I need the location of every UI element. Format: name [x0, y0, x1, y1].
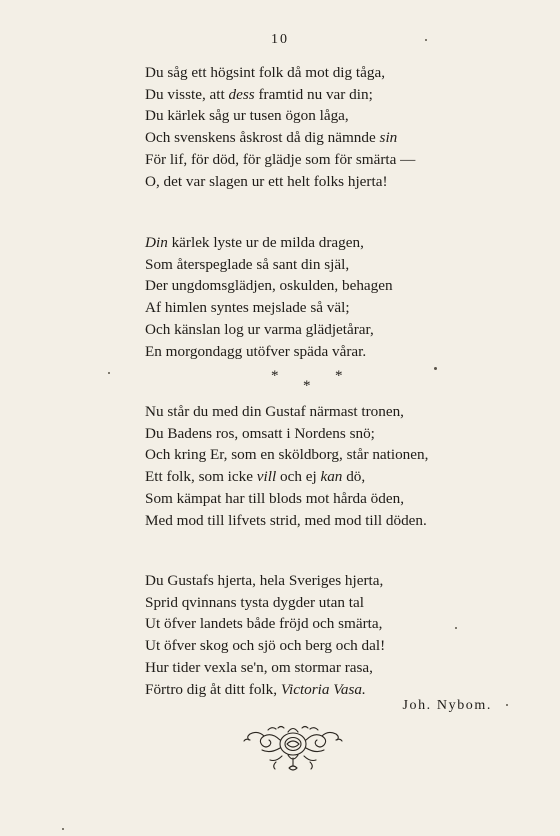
poem-line: [145, 171, 415, 193]
line-text: Du Gustafs hjerta, hela Sveriges hjerta,: [145, 572, 384, 589]
paper-speck: [455, 627, 457, 629]
asterism-divider: [255, 368, 365, 398]
emphasized-word: vill: [256, 468, 277, 486]
paper-speck: [108, 372, 110, 374]
line-text: kärlek lyste ur de milda dragen,: [167, 234, 364, 251]
emphasized-word: dess: [228, 85, 255, 103]
poem-line: [145, 105, 415, 127]
stanza: [145, 62, 415, 192]
stanza: [145, 232, 393, 362]
line-text: Ett folk, som icke: [145, 468, 257, 486]
poem-line: [145, 254, 393, 276]
line-text: framtid nu var din;: [254, 85, 373, 103]
paper-speck: [425, 39, 427, 41]
asterisk: *: [303, 378, 311, 394]
poem-line: [145, 127, 415, 149]
emphasized-word: Victoria Vasa.: [280, 680, 366, 698]
poem-line: [145, 319, 393, 341]
paper-speck: [506, 704, 508, 706]
poem-line: [145, 62, 415, 84]
line-text: Af himlen syntes mejslade så väl;: [145, 299, 350, 317]
stanza: [145, 570, 385, 700]
line-text: Och kring Er, som en sköldborg, står nationen,: [145, 446, 429, 464]
asterisk: *: [271, 368, 279, 384]
line-text: Der ungdomsglädjen, oskulden, behagen: [145, 277, 393, 295]
poem-line: [145, 149, 415, 171]
poem-line: [145, 232, 393, 254]
paper-speck: [62, 828, 64, 830]
line-text: Med mod till lifvets strid, med mod till döden.: [145, 511, 427, 529]
poem-line: [145, 488, 428, 510]
line-text: Förtro dig åt ditt folk,: [145, 680, 281, 698]
poem-line: [145, 510, 428, 532]
poem-line: [145, 297, 393, 319]
page-number: 10: [271, 32, 289, 47]
line-text: Och känslan log ur varma glädjetårar,: [145, 320, 374, 338]
line-text: Du såg ett högsint folk då mot dig tåga,: [145, 64, 386, 81]
line-text: Du Badens ros, omsatt i Nordens snö;: [145, 424, 375, 442]
poem-line: [145, 423, 428, 445]
line-text: Du kärlek såg ur tusen ögon låga,: [145, 107, 349, 125]
line-text: Nu står du med din Gustaf närmast tronen,: [145, 403, 404, 420]
line-text: Som kämpat har till blods mot hårda öden,: [145, 489, 404, 507]
poem-line: [145, 570, 385, 592]
poem-line: [145, 635, 385, 657]
poem-line: [145, 592, 385, 614]
emphasized-word: kan: [320, 468, 343, 486]
line-text: En morgondagg utöfver späda vårar.: [145, 342, 367, 360]
line-text: För lif, för död, för glädje som för smärta —: [145, 150, 416, 168]
author-signature: Joh. Nybom.: [402, 698, 492, 713]
line-text: O, det var slagen ur ett helt folks hjerta!: [145, 172, 388, 190]
line-text: och ej: [276, 468, 321, 486]
line-text: Sprid qvinnans tysta dygder utan tal: [145, 593, 364, 611]
line-text: Hur tider vexla se'n, om stormar rasa,: [145, 658, 373, 676]
line-text: dö,: [342, 468, 366, 486]
line-text: Och svenskens åskrost då dig nämnde: [145, 129, 380, 147]
poem-line: [145, 444, 428, 466]
poem-line: [145, 84, 415, 106]
line-text: Du visste, att: [145, 85, 229, 103]
stanza: [145, 401, 428, 531]
poem-line: [145, 275, 393, 297]
poem-line: [145, 679, 385, 701]
asterisk: *: [335, 368, 343, 384]
poem-line: [145, 657, 385, 679]
emphasized-word: Din: [145, 234, 168, 251]
poem-line: [145, 401, 428, 423]
poem-line: [145, 613, 385, 635]
vignette-ornament-icon: [238, 722, 348, 778]
poem-line: [145, 466, 428, 488]
paper-speck: [434, 367, 437, 370]
line-text: Ut öfver skog och sjö och berg och dal!: [145, 637, 386, 655]
line-text: Som återspeglade så sant din själ,: [145, 255, 350, 273]
poem-line: [145, 341, 393, 363]
line-text: Ut öfver landets både fröjd och smärta,: [145, 615, 383, 633]
emphasized-word: sin: [379, 129, 398, 147]
